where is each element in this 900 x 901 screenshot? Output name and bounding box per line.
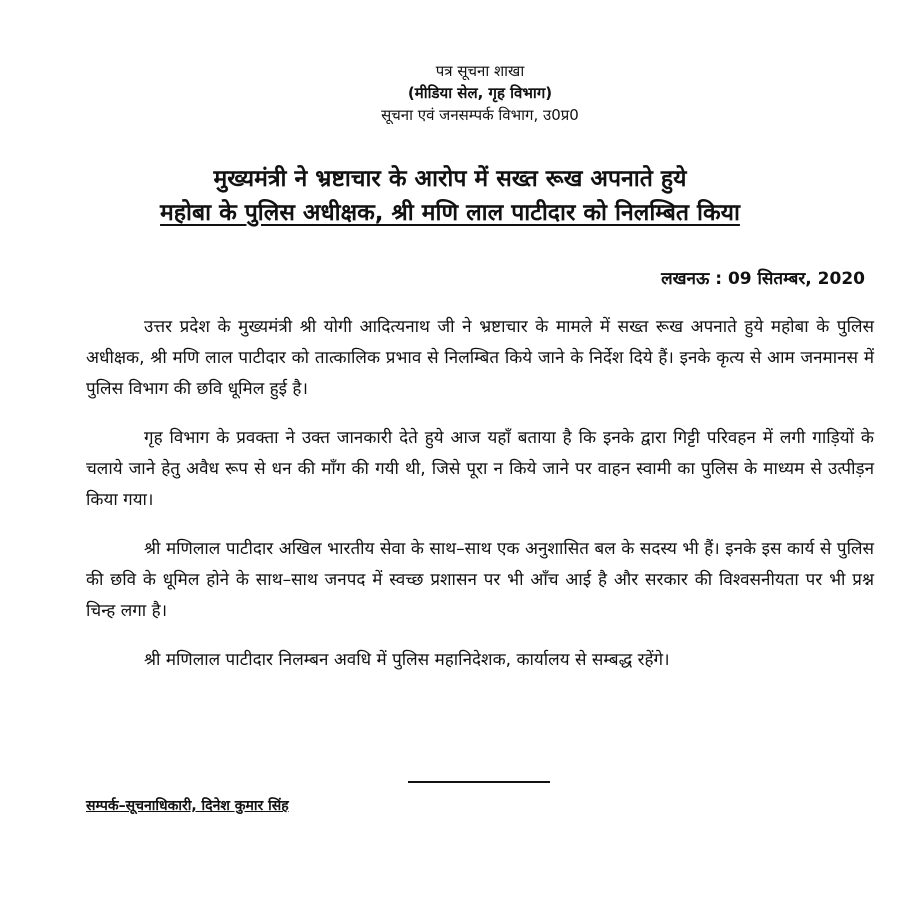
header-cell: (मीडिया सेल, गृह विभाग)	[407, 84, 553, 102]
paragraph-1: उत्तर प्रदेश के मुख्यमंत्री श्री योगी आदित्यनाथ जी ने भ्रष्टाचार के मामले में सख्त रूख अपनाते हुये महोबा के पुलिस अधीक्षक, श्री मणि लाल पाटीदार को तात्कालिक प्रभाव से निलम्बित किये जाने के निर्देश दिये हैं। इनके कृत्य से आम जनमानस में पुलिस विभाग की छवि धूमिल हुई है।	[86, 317, 874, 399]
paragraph-2: गृह विभाग के प्रवक्ता ने उक्त जानकारी देते हुये आज यहाँ बताया है कि इनके द्वारा गिट्टी परिवहन में लगी गाड़ियों के चलाये जाने हेतु अवैध रूप से धन की माँग की गयी थी, जिसे पूरा न किये जाने पर वाहन स्वामी का पुलिस के माध्यम से उत्पीड़न किया गया।	[86, 428, 874, 510]
issuer-header	[0, 60, 900, 126]
paragraph-4: श्री मणिलाल पाटीदार निलम्बन अवधि में पुलिस महानिदेशक, कार्यालय से सम्बद्ध रहेंगे।	[144, 650, 670, 670]
headline-line-2: महोबा के पुलिस अधीक्षक, श्री मणि लाल पाटीदार को निलम्बित किया	[160, 200, 740, 226]
contact-line: सम्पर्क–सूचनाधिकारी, दिनेश कुमार सिंह	[86, 798, 289, 814]
header-branch: पत्र सूचना शाखा	[435, 62, 525, 80]
headline-line-1: मुख्यमंत्री ने भ्रष्टाचार के आरोप में सख्त रूख अपनाते हुये	[213, 166, 687, 192]
paragraph-3: श्री मणिलाल पाटीदार अखिल भारतीय सेवा के साथ–साथ एक अनुशासित बल के सदस्य भी हैं। इनके इस कार्य से पुलिस की छवि के धूमिल होने के साथ–साथ जनपद में स्वच्छ प्रशासन पर भी आँच आई है और सरकार की विश्वसनीयता पर भी प्रश्न चिन्ह लगा है।	[86, 539, 874, 621]
end-divider	[408, 781, 550, 783]
header-department: सूचना एवं जनसम्पर्क विभाग, उ0प्र0	[381, 106, 579, 124]
dateline: लखनऊ : 09 सितम्बर, 2020	[661, 269, 865, 289]
body-text	[86, 312, 874, 694]
headline	[0, 162, 900, 230]
